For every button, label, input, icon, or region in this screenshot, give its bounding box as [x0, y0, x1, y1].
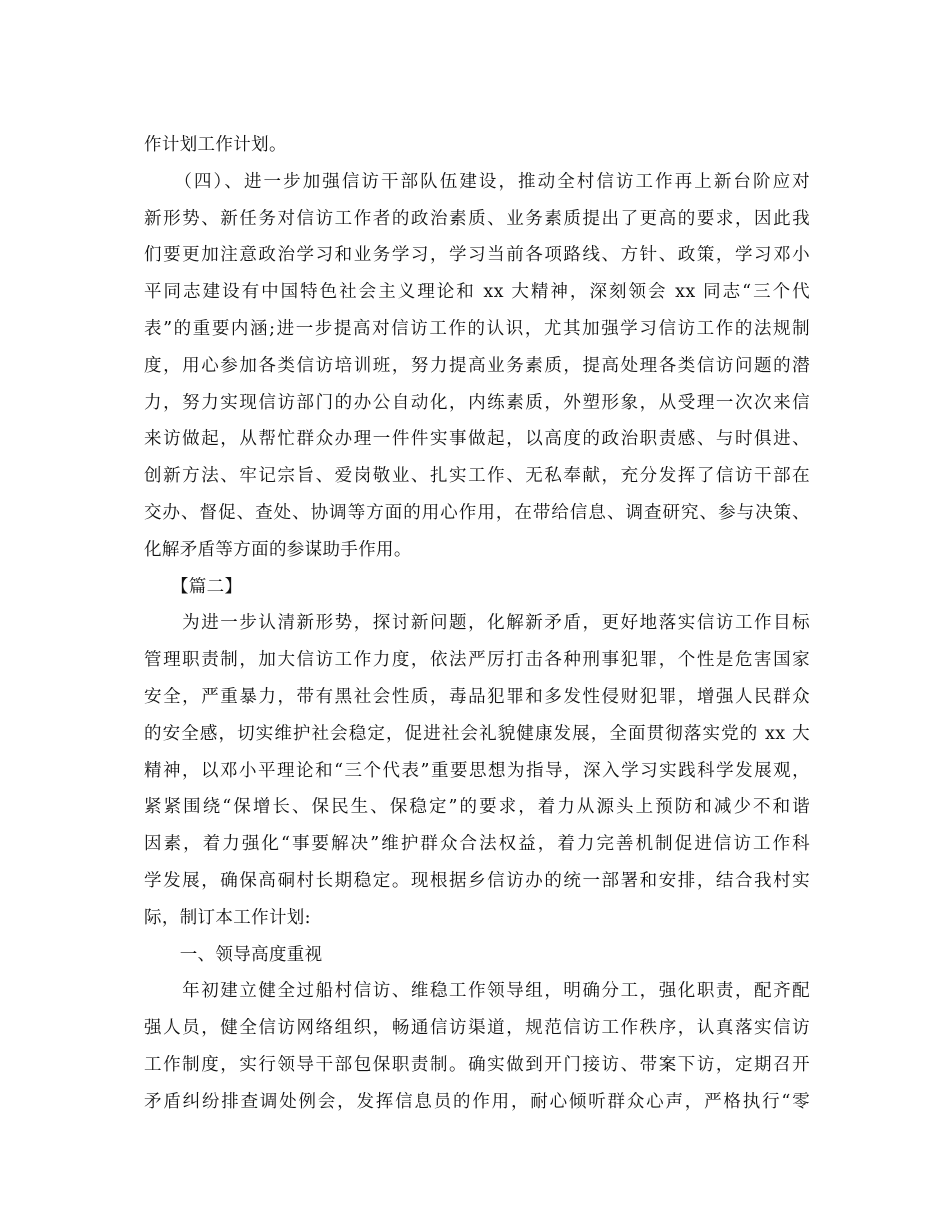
text-line-3: 新形势、新任务对信访工作者的政治素质、业务素质提出了更高的要求，因此我 — [144, 208, 810, 229]
text-line-22: 际，制订本工作计划: — [144, 907, 311, 928]
text-line-1: 作计划工作计划。 — [144, 135, 287, 155]
text-line-20: 因素，着力强化“事要解决”维护群众合法权益，着力完善机制促进信访工作科 — [144, 834, 810, 855]
text-line-6: 表”的重要内涵;进一步提高对信访工作的认识，尤其加强学习信访工作的法规制 — [144, 318, 810, 339]
text-line-16: 安全，严重暴力，带有黑社会性质，毒品犯罪和多发性侵财犯罪，增强人民群众 — [144, 686, 810, 707]
text-line-4: 们要更加注意政治学习和业务学习，学习当前各项路线、方针、政策，学习邓小 — [144, 245, 810, 266]
text-line-5: 平同志建设有中国特色社会主义理论和 xx 大精神，深刻领会 xx 同志“三个代 — [144, 282, 810, 303]
text-line-17: 的安全感，切实维护社会稳定，促进社会礼貌健康发展，全面贯彻落实党的 xx 大 — [144, 723, 810, 744]
text-line-12: 化解矛盾等方面的参谋助手作用。 — [144, 539, 412, 560]
text-line-26: 工作制度，实行领导干部包保职责制。确实做到开门接访、带案下访，定期召开 — [144, 1054, 810, 1075]
text-line-9: 来访做起，从帮忙群众办理一件件实事做起，以高度的政治职责感、与时俱进、 — [144, 429, 810, 450]
text-line-2: （四）、进一步加强信访干部队伍建设，推动全村信访工作再上新台阶应对 — [144, 171, 810, 192]
text-line-7: 度，用心参加各类信访培训班，努力提高业务素质，提高处理各类信访问题的潜 — [144, 355, 810, 376]
text-line-25: 强人员，健全信访网络组织，畅通信访渠道，规范信访工作秩序，认真落实信访 — [144, 1018, 810, 1039]
text-line-21: 学发展，确保高硐村长期稳定。现根据乡信访办的统一部署和安排，结合我村实 — [144, 870, 810, 891]
text-line-15: 管理职责制，加大信访工作力度，依法严厉打击各种刑事犯罪，个性是危害国家 — [144, 650, 810, 671]
text-line-10: 创新方法、牢记宗旨、爱岗敬业、扎实工作、无私奉献，充分发挥了信访干部在 — [144, 466, 810, 487]
text-line-27: 矛盾纠纷排查调处例会，发挥信息员的作用，耐心倾听群众心声，严格执行“零 — [144, 1091, 810, 1112]
section-heading-pian-er: 【篇二】 — [144, 576, 243, 597]
body-text — [144, 127, 810, 1121]
text-line-18: 精神，以邓小平理论和“三个代表”重要思想为指导，深入学习实践科学发展观， — [144, 760, 810, 781]
text-line-11: 交办、督促、查处、协调等方面的用心作用，在带给信息、调查研究、参与决策、 — [144, 502, 810, 523]
text-line-14: 为进一步认清新形势，探讨新问题，化解新矛盾，更好地落实信访工作目标 — [144, 613, 810, 634]
section-heading-leadership: 一、领导高度重视 — [144, 944, 323, 965]
text-line-19: 紧紧围绕“保增长、保民生、保稳定”的要求，着力从源头上预防和减少不和谐 — [144, 797, 810, 818]
text-line-24: 年初建立健全过船村信访、维稳工作领导组，明确分工，强化职责，配齐配 — [144, 981, 810, 1002]
text-line-8: 力，努力实现信访部门的办公自动化，内练素质，外塑形象，从受理一次次来信 — [144, 392, 810, 413]
